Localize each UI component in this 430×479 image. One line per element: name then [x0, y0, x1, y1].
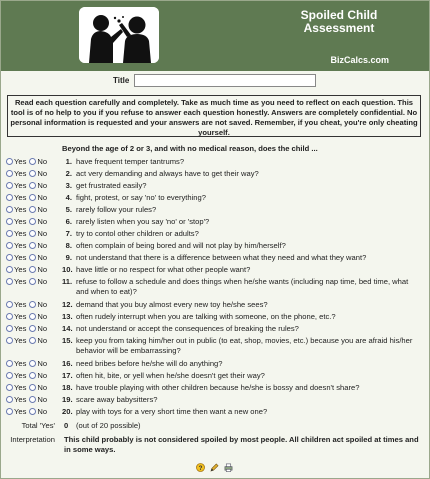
yes-label[interactable]: Yes [14, 193, 27, 202]
no-radio[interactable] [29, 158, 36, 165]
yes-no-group [6, 157, 50, 166]
yes-no-group [6, 169, 50, 178]
yes-label[interactable]: Yes [14, 253, 27, 262]
yes-no-group [6, 324, 50, 333]
yes-no-group [6, 241, 50, 250]
no-label[interactable]: No [37, 395, 48, 404]
yes-no-group [6, 336, 50, 345]
yes-radio[interactable] [6, 301, 13, 308]
yes-label[interactable]: Yes [14, 395, 27, 404]
no-radio[interactable] [29, 408, 36, 415]
instructions-box: Read each question carefully and completely. Take as much time as you need to reflect on each question. This tool is of no help to you if you refuse to answer each question honestly. Answers are completely confidential. No personal information is requested and your answers are not saved. Remember, if you cheat, you're only cheating yourself. [7, 95, 421, 137]
question-intro: Beyond the age of 2 or 3, and with no medical reason, does the child ... [62, 144, 318, 153]
question-text: demand that you buy almost every new toy he/she sees? [76, 300, 268, 309]
no-label[interactable]: No [37, 157, 48, 166]
no-label[interactable]: No [37, 193, 48, 202]
yes-no-group [6, 407, 50, 416]
yes-label[interactable]: Yes [14, 312, 27, 321]
yes-radio[interactable] [6, 325, 13, 332]
question-number: 9. [65, 253, 72, 262]
question-number: 13. [62, 312, 73, 321]
question-text: keep you from taking him/her out in public (to eat, shop, movies, etc.) because you are afraid his/her behavior will be embarrassing? [76, 336, 413, 355]
yes-label[interactable]: Yes [14, 336, 27, 345]
total-label: Total 'Yes' [21, 421, 55, 430]
question-number: 2. [65, 169, 72, 178]
question-text: get frustrated easily? [76, 181, 147, 190]
yes-radio[interactable] [6, 408, 13, 415]
question-number: 6. [65, 217, 72, 226]
question-number: 15. [62, 336, 73, 345]
no-radio[interactable] [29, 254, 36, 261]
question-number: 20. [62, 407, 73, 416]
question-text: scare away babysitters? [76, 395, 158, 404]
question-text: not understand or accept the consequences of breaking the rules? [76, 324, 299, 333]
no-label[interactable]: No [37, 383, 48, 392]
yes-radio[interactable] [6, 384, 13, 391]
no-label[interactable]: No [37, 217, 48, 226]
yes-label[interactable]: Yes [14, 205, 27, 214]
interpretation-text: This child probably is not considered spoiled by most people. All children act spoiled at times and in some ways. [64, 435, 419, 454]
title-row [1, 74, 429, 88]
question-text: have trouble playing with other children because he/she is bossy and doesn't share? [76, 383, 360, 392]
yes-no-group [6, 181, 50, 190]
question-text: rarely listen when you say 'no' or 'stop'? [76, 217, 210, 226]
question-text: need bribes before he/she will do anything? [76, 359, 223, 368]
no-label[interactable]: No [37, 371, 48, 380]
footer-toolbar [196, 463, 236, 472]
no-radio[interactable] [29, 372, 36, 379]
no-radio[interactable] [29, 194, 36, 201]
question-text: have frequent temper tantrums? [76, 157, 185, 166]
question-number: 19. [62, 395, 73, 404]
question-text: refuse to follow a schedule and does things when he/she wants (including nap time, bed time, what and when to eat)? [76, 277, 409, 296]
yes-radio[interactable] [6, 218, 13, 225]
question-number: 4. [65, 193, 72, 202]
yes-radio[interactable] [6, 396, 13, 403]
question-text: often rudely interrupt when you are talking with someone, on the phone, etc.? [76, 312, 336, 321]
yes-no-group [6, 253, 50, 262]
yes-label[interactable]: Yes [14, 383, 27, 392]
no-radio[interactable] [29, 337, 36, 344]
help-icon[interactable] [196, 463, 205, 472]
yes-no-group [6, 395, 50, 404]
no-label[interactable]: No [37, 300, 48, 309]
question-text: play with toys for a very short time then want a new one? [76, 407, 268, 416]
yes-label[interactable]: Yes [14, 300, 27, 309]
no-radio[interactable] [29, 325, 36, 332]
no-radio[interactable] [29, 206, 36, 213]
svg-text:?: ? [198, 465, 203, 473]
yes-radio[interactable] [6, 206, 13, 213]
app-title-line1: Spoiled Child [300, 8, 378, 22]
yes-radio[interactable] [6, 194, 13, 201]
yes-no-group [6, 359, 50, 368]
no-label[interactable]: No [37, 253, 48, 262]
question-text: rarely follow your rules? [76, 205, 157, 214]
yes-radio[interactable] [6, 278, 13, 285]
yes-no-group [6, 277, 50, 286]
yes-label[interactable]: Yes [14, 157, 27, 166]
print-icon[interactable] [224, 463, 233, 472]
yes-radio[interactable] [6, 360, 13, 367]
question-text: often hit, bite, or yell when he/she doesn't get their way? [76, 371, 265, 380]
app-title [279, 9, 399, 35]
no-label[interactable]: No [37, 229, 48, 238]
yes-label[interactable]: Yes [14, 265, 27, 274]
yes-label[interactable]: Yes [14, 217, 27, 226]
no-label[interactable]: No [37, 181, 48, 190]
no-radio[interactable] [29, 360, 36, 367]
no-label[interactable]: No [37, 312, 48, 321]
no-radio[interactable] [29, 266, 36, 273]
no-label[interactable]: No [37, 169, 48, 178]
no-label[interactable]: No [37, 407, 48, 416]
no-label[interactable]: No [37, 241, 48, 250]
no-radio[interactable] [29, 230, 36, 237]
question-number: 7. [65, 229, 72, 238]
question-number: 17. [62, 371, 73, 380]
question-number: 12. [62, 300, 73, 309]
yes-label[interactable]: Yes [14, 359, 27, 368]
no-radio[interactable] [29, 384, 36, 391]
yes-radio[interactable] [6, 158, 13, 165]
question-text: often complain of being bored and will not play by him/herself? [76, 241, 286, 250]
yes-no-group [6, 217, 50, 226]
yes-label[interactable]: Yes [14, 181, 27, 190]
no-label[interactable]: No [37, 205, 48, 214]
yes-label[interactable]: Yes [14, 229, 27, 238]
no-radio[interactable] [29, 218, 36, 225]
yes-radio[interactable] [6, 182, 13, 189]
question-number: 5. [65, 205, 72, 214]
yes-label[interactable]: Yes [14, 407, 27, 416]
question-number: 11. [62, 277, 73, 286]
no-radio[interactable] [29, 242, 36, 249]
yes-label[interactable]: Yes [14, 324, 27, 333]
no-label[interactable]: No [37, 265, 48, 274]
yes-label[interactable]: Yes [14, 241, 27, 250]
yes-radio[interactable] [6, 242, 13, 249]
no-label[interactable]: No [37, 277, 48, 286]
yes-label[interactable]: Yes [14, 169, 27, 178]
pencil-icon[interactable] [210, 463, 219, 472]
no-radio[interactable] [29, 182, 36, 189]
yes-radio[interactable] [6, 337, 13, 344]
app-title-line2: Assessment [303, 21, 375, 35]
yes-label[interactable]: Yes [14, 371, 27, 380]
question-number: 10. [62, 265, 73, 274]
title-label: Title [113, 76, 130, 85]
yes-no-group [6, 265, 50, 274]
no-label[interactable]: No [37, 359, 48, 368]
title-input[interactable] [134, 74, 316, 87]
no-label[interactable]: No [37, 336, 48, 345]
question-number: 16. [62, 359, 73, 368]
yes-no-group [6, 312, 50, 321]
interpretation-label: Interpretation [10, 435, 55, 444]
logo [79, 7, 159, 63]
question-text: act very demanding and always have to get their way? [76, 169, 259, 178]
question-number: 3. [65, 181, 72, 190]
yes-radio[interactable] [6, 313, 13, 320]
no-radio[interactable] [29, 301, 36, 308]
no-radio[interactable] [29, 170, 36, 177]
no-label[interactable]: No [37, 324, 48, 333]
total-value: 0 [64, 421, 69, 430]
question-text: try to contol other children or adults? [76, 229, 199, 238]
yes-radio[interactable] [6, 230, 13, 237]
yes-no-group [6, 229, 50, 238]
yes-label[interactable]: Yes [14, 277, 27, 286]
yes-no-group [6, 205, 50, 214]
children-silhouette-icon [79, 7, 159, 63]
brand-name: BizCalcs.com [330, 55, 389, 65]
question-text: not understand that there is a difference between what they need and what they want? [76, 253, 367, 262]
yes-no-group [6, 371, 50, 380]
yes-radio[interactable] [6, 254, 13, 261]
question-number: 14. [62, 324, 73, 333]
yes-no-group [6, 383, 50, 392]
total-note: (out of 20 possible) [76, 421, 141, 430]
question-number: 1. [65, 157, 72, 166]
yes-no-group [6, 300, 50, 309]
header-banner [1, 1, 429, 71]
yes-no-group [6, 193, 50, 202]
no-radio[interactable] [29, 278, 36, 285]
yes-radio[interactable] [6, 170, 13, 177]
yes-radio[interactable] [6, 266, 13, 273]
question-text: fight, protest, or say 'no' to everything? [76, 193, 206, 202]
question-number: 18. [62, 383, 73, 392]
yes-radio[interactable] [6, 372, 13, 379]
no-radio[interactable] [29, 313, 36, 320]
no-radio[interactable] [29, 396, 36, 403]
question-number: 8. [65, 241, 72, 250]
question-text: have little or no respect for what other people want? [76, 265, 251, 274]
